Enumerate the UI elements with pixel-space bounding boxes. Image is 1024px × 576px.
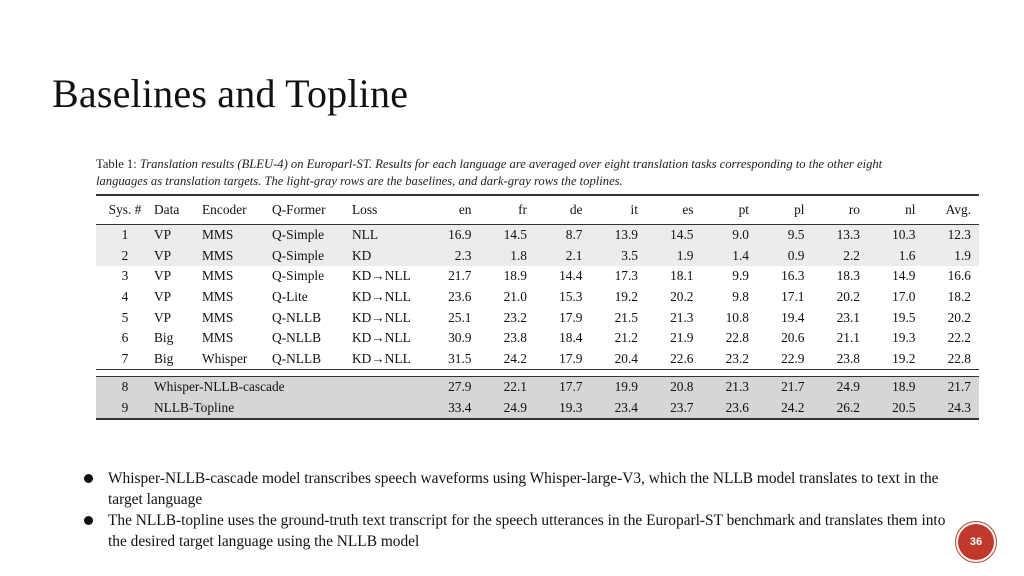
table-cell: Whisper bbox=[202, 350, 248, 366]
table-cell: 17.9 bbox=[559, 350, 583, 366]
table-cell: 24.3 bbox=[924, 398, 980, 420]
table-cell: NLL bbox=[352, 225, 424, 246]
table-cell: 8 bbox=[96, 377, 154, 398]
topline-rows bbox=[96, 377, 979, 420]
table-cell: 18.4 bbox=[559, 330, 583, 346]
bullet-item bbox=[84, 468, 964, 510]
table-cell: 23.1 bbox=[836, 309, 860, 325]
header-cell: en bbox=[458, 202, 472, 217]
table-cell: 14.4 bbox=[559, 268, 583, 284]
slide-title: Baselines and Topline bbox=[52, 71, 409, 116]
table-cell: 16.3 bbox=[781, 268, 805, 284]
table-header-row bbox=[96, 195, 979, 225]
header-cell: Encoder bbox=[202, 202, 247, 217]
table-cell: 21.5 bbox=[614, 309, 638, 325]
table-cell: 3.5 bbox=[591, 246, 647, 267]
bullet-text: Whisper-NLLB-cascade model transcribes speech waveforms using Whisper-large-V3, which the NLLB model translates to text in the target language bbox=[108, 470, 939, 508]
bullet-item bbox=[84, 510, 964, 552]
table-cell: NLLB-Topline bbox=[154, 398, 424, 420]
header-cell: pl bbox=[794, 202, 805, 217]
table-cell: 1 bbox=[96, 225, 154, 246]
table-cell: 23.2 bbox=[725, 350, 749, 366]
group-separator bbox=[96, 370, 979, 377]
table-cell: KD→NLL bbox=[352, 268, 411, 284]
table-cell: 0.9 bbox=[757, 246, 813, 267]
table-cell: 21.0 bbox=[503, 289, 527, 305]
table-cell: 4 bbox=[121, 289, 129, 305]
table-cell: 30.9 bbox=[448, 330, 472, 346]
table-cell: 26.2 bbox=[813, 398, 869, 420]
table-cell: 21.7 bbox=[924, 377, 980, 398]
table-cell: 23.6 bbox=[702, 398, 758, 420]
table-cell: 24.9 bbox=[813, 377, 869, 398]
table-cell: 22.6 bbox=[670, 350, 694, 366]
table-cell: 21.1 bbox=[836, 330, 860, 346]
table-row bbox=[96, 328, 979, 349]
table-cell: 22.9 bbox=[781, 350, 805, 366]
table-cell: 14.9 bbox=[892, 268, 916, 284]
header-cell: ro bbox=[848, 202, 860, 217]
table-cell: 1.4 bbox=[702, 246, 758, 267]
header-cell: pt bbox=[738, 202, 749, 217]
table-cell: 1.9 bbox=[924, 246, 980, 267]
table-cell: 19.3 bbox=[892, 330, 916, 346]
table-cell: 20.6 bbox=[781, 330, 805, 346]
table-cell: Q-Simple bbox=[272, 268, 325, 284]
table-cell: Q-NLLB bbox=[272, 309, 322, 325]
table-cell: 21.3 bbox=[702, 377, 758, 398]
table-cell: VP bbox=[154, 309, 172, 325]
table-caption bbox=[96, 156, 901, 190]
bullet-list bbox=[84, 468, 964, 552]
table-cell: 9.8 bbox=[732, 289, 749, 305]
table-cell: 17.0 bbox=[892, 289, 916, 305]
header-cell: Avg. bbox=[945, 202, 971, 217]
table-row-topline bbox=[96, 377, 979, 398]
bullet-dot-icon bbox=[84, 474, 93, 483]
table-cell: 15.3 bbox=[559, 289, 583, 305]
table-cell: 22.1 bbox=[480, 377, 536, 398]
table-cell: 18.2 bbox=[947, 289, 971, 305]
table-cell: 18.9 bbox=[503, 268, 527, 284]
table-cell: 24.9 bbox=[480, 398, 536, 420]
table-cell: MMS bbox=[202, 309, 234, 325]
table-cell: 22.2 bbox=[947, 330, 971, 346]
table-cell: KD→NLL bbox=[352, 350, 411, 366]
table-cell: VP bbox=[154, 225, 202, 246]
table-cell: 18.3 bbox=[836, 268, 860, 284]
header-cell: de bbox=[569, 202, 583, 217]
table-cell: Q-NLLB bbox=[272, 350, 322, 366]
table-cell: 17.1 bbox=[781, 289, 805, 305]
results-table-figure bbox=[96, 156, 971, 420]
table-cell: VP bbox=[154, 289, 172, 305]
table-cell: 24.2 bbox=[503, 350, 527, 366]
table-cell: 2 bbox=[96, 246, 154, 267]
bullet-dot-icon bbox=[84, 516, 93, 525]
table-cell: 19.4 bbox=[781, 309, 805, 325]
header-cell: Sys. # bbox=[108, 202, 142, 217]
table-cell: 22.8 bbox=[947, 350, 971, 366]
table-cell: 25.1 bbox=[448, 309, 472, 325]
bullet-text: The NLLB-topline uses the ground-truth text transcript for the speech utterances in the Europarl-ST benchmark and translates them into the desired target language using the NLLB model bbox=[108, 512, 946, 550]
table-cell: VP bbox=[154, 268, 172, 284]
table-cell: 19.5 bbox=[892, 309, 916, 325]
table-cell: 2.1 bbox=[535, 246, 591, 267]
table-row bbox=[96, 307, 979, 328]
table-cell: 8.7 bbox=[535, 225, 591, 246]
table-cell: 21.2 bbox=[614, 330, 638, 346]
table-cell: MMS bbox=[202, 268, 234, 284]
table-cell: 16.6 bbox=[947, 268, 971, 284]
table-cell: 18.1 bbox=[670, 268, 694, 284]
table-cell: KD→NLL bbox=[352, 289, 411, 305]
table-cell: 19.9 bbox=[591, 377, 647, 398]
page-number-badge: 36 bbox=[958, 524, 994, 560]
table-cell: 19.3 bbox=[535, 398, 591, 420]
table-cell: 10.8 bbox=[725, 309, 749, 325]
table-cell: 23.7 bbox=[646, 398, 702, 420]
table-cell: 14.5 bbox=[480, 225, 536, 246]
table-cell: 1.9 bbox=[646, 246, 702, 267]
table-cell: 20.2 bbox=[836, 289, 860, 305]
table-cell: 10.3 bbox=[868, 225, 924, 246]
table-cell: 2.3 bbox=[424, 246, 480, 267]
table-cell: Q-NLLB bbox=[272, 330, 322, 346]
table-cell: Q-Simple bbox=[272, 246, 352, 267]
table-row-baseline bbox=[96, 225, 979, 246]
table-cell: 20.4 bbox=[614, 350, 638, 366]
table-cell: VP bbox=[154, 246, 202, 267]
table-cell: 23.6 bbox=[448, 289, 472, 305]
table-cell: Q-Lite bbox=[272, 289, 308, 305]
table-cell: MMS bbox=[202, 330, 234, 346]
table-cell: 5 bbox=[121, 309, 129, 325]
table-cell: 3 bbox=[121, 268, 129, 284]
header-cell: it bbox=[630, 202, 638, 217]
table-row bbox=[96, 349, 979, 370]
table-cell: KD→NLL bbox=[352, 309, 411, 325]
table-cell: 23.4 bbox=[591, 398, 647, 420]
table-cell: 19.2 bbox=[892, 350, 916, 366]
table-cell: Q-Simple bbox=[272, 225, 352, 246]
header-cell: fr bbox=[518, 202, 527, 217]
table-cell: 1.8 bbox=[480, 246, 536, 267]
table-cell: MMS bbox=[202, 225, 272, 246]
system-rows bbox=[96, 266, 979, 376]
header-cell: Loss bbox=[352, 202, 378, 217]
header-cell: Q-Former bbox=[272, 202, 326, 217]
table-cell: 9.9 bbox=[732, 268, 749, 284]
table-cell: 21.7 bbox=[757, 377, 813, 398]
header-cell: es bbox=[682, 202, 694, 217]
table-cell: Big bbox=[154, 350, 174, 366]
table-cell: 20.5 bbox=[868, 398, 924, 420]
table-cell: 9.5 bbox=[757, 225, 813, 246]
table-cell: 14.5 bbox=[646, 225, 702, 246]
table-cell: 13.3 bbox=[813, 225, 869, 246]
table-cell: MMS bbox=[202, 246, 272, 267]
table-cell: 23.8 bbox=[503, 330, 527, 346]
header-cell: Data bbox=[154, 202, 180, 217]
caption-label: Table 1: bbox=[96, 157, 137, 171]
table-cell: 12.3 bbox=[924, 225, 980, 246]
table-cell: 17.7 bbox=[535, 377, 591, 398]
table-cell: 13.9 bbox=[591, 225, 647, 246]
table-cell: 21.9 bbox=[670, 330, 694, 346]
caption-text: Translation results (BLEU-4) on Europarl-ST. Results for each language are averaged over eight translation tasks corresponding to the other eight languages as translation targets. The light-gray rows are the baselines, and dark-gray rows the toplines. bbox=[96, 157, 883, 188]
table-cell: 7 bbox=[121, 350, 129, 366]
table-cell: Big bbox=[154, 330, 174, 346]
table-cell: 20.8 bbox=[646, 377, 702, 398]
table-cell: 20.2 bbox=[947, 309, 971, 325]
table-cell: 9 bbox=[96, 398, 154, 420]
table-cell: 9.0 bbox=[702, 225, 758, 246]
table-cell: 27.9 bbox=[424, 377, 480, 398]
table-row-topline bbox=[96, 398, 979, 420]
table-cell: 16.9 bbox=[424, 225, 480, 246]
table-cell: 21.3 bbox=[670, 309, 694, 325]
table-cell: 31.5 bbox=[448, 350, 472, 366]
table-cell: 19.2 bbox=[614, 289, 638, 305]
table-cell: 22.8 bbox=[725, 330, 749, 346]
table-cell: 2.2 bbox=[813, 246, 869, 267]
table-row bbox=[96, 266, 979, 287]
baseline-rows bbox=[96, 225, 979, 267]
table-cell: 21.7 bbox=[448, 268, 472, 284]
table-row-baseline bbox=[96, 246, 979, 267]
results-table bbox=[96, 194, 979, 420]
table-cell: 23.2 bbox=[503, 309, 527, 325]
table-cell: 24.2 bbox=[757, 398, 813, 420]
table-cell: 23.8 bbox=[836, 350, 860, 366]
table-cell: 33.4 bbox=[424, 398, 480, 420]
table-cell: 17.9 bbox=[559, 309, 583, 325]
table-cell: KD bbox=[352, 246, 424, 267]
table-cell: 20.2 bbox=[670, 289, 694, 305]
table-cell: MMS bbox=[202, 289, 234, 305]
table-row bbox=[96, 287, 979, 308]
table-cell: 18.9 bbox=[868, 377, 924, 398]
table-cell: 1.6 bbox=[868, 246, 924, 267]
table-cell: KD→NLL bbox=[352, 330, 411, 346]
table-cell: Whisper-NLLB-cascade bbox=[154, 377, 424, 398]
header-cell: nl bbox=[905, 202, 916, 217]
table-cell: 6 bbox=[121, 330, 129, 346]
table-cell: 17.3 bbox=[614, 268, 638, 284]
